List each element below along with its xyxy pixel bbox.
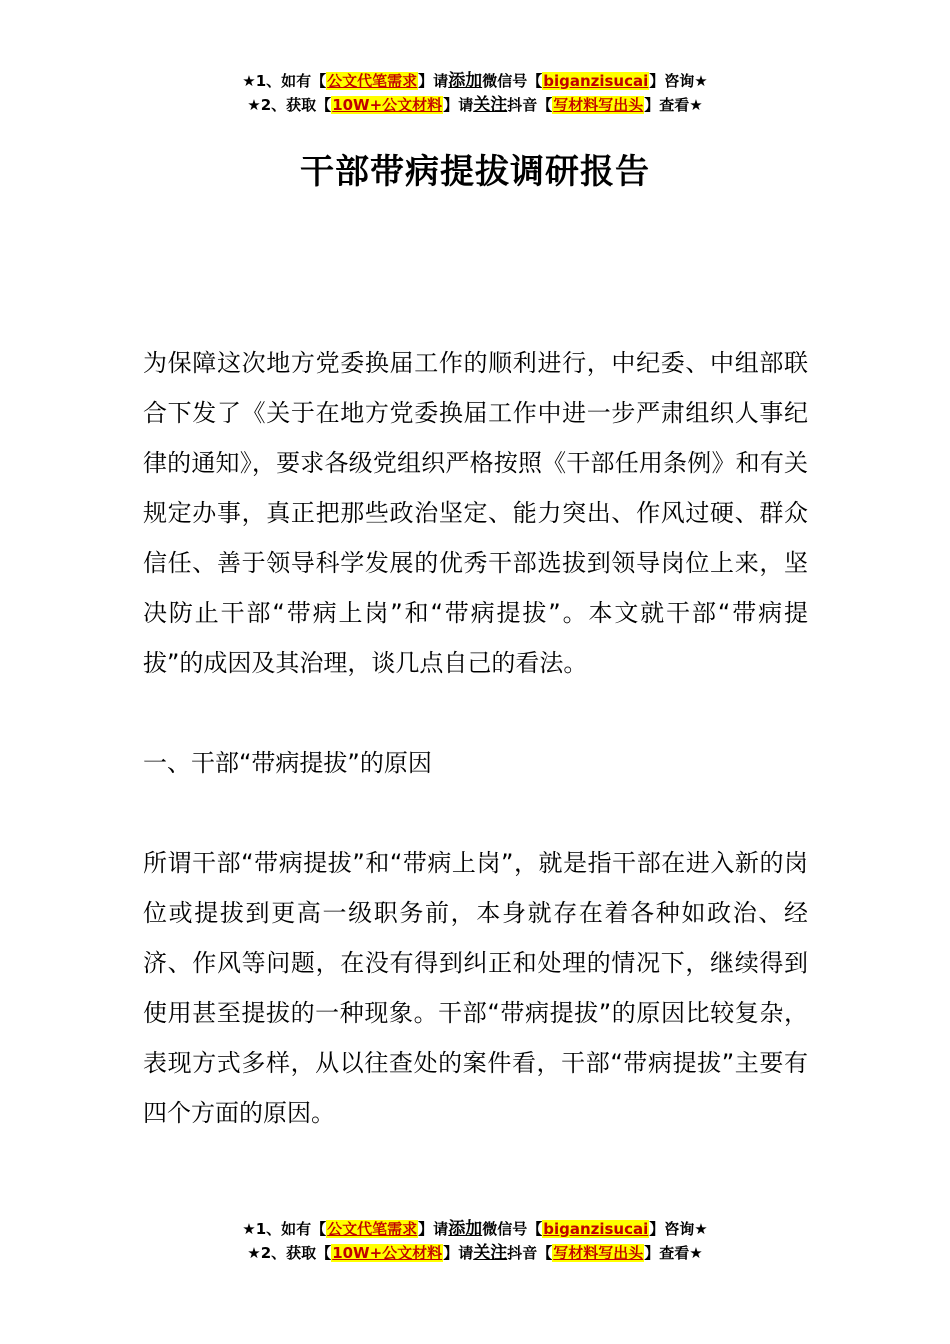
promo-emphasis-follow: 关注 — [473, 95, 508, 115]
section-heading: 一、干部“带病提拔”的原因 — [143, 749, 432, 777]
document-body — [143, 338, 808, 1138]
promo-line-2: ★2、获取【10W+公文材料】请关注抖音【写材料写出头】查看★ — [247, 95, 703, 115]
promo-emphasis-add: 添加 — [448, 71, 483, 91]
promo-line-1: ★1、如有【公文代笔需求】请添加微信号【biganzisucai】咨询★ — [242, 71, 708, 91]
header-promo-banner — [0, 69, 950, 117]
promo-highlight-wechat-id: biganzisucai — [543, 1220, 649, 1238]
promo-highlight-douyin-name: 写材料写出头 — [553, 96, 644, 114]
intro-paragraph: 为保障这次地方党委换届工作的顺利进行，中纪委、中组部联合下发了《关于在地方党委换届工作中进一步严肃组织人事纪律的通知》，要求各级党组织严格按照《干部任用条例》和有关规定办事，真正把那些政治坚定、能力突出、作风过硬、群众信任、善于领导科学发展的优秀干部选拔到领导岗位上来，坚决防止干部“带病上岗”和“带病提拔”。本文就干部“带病提拔”的成因及其治理，谈几点自己的看法。 — [143, 349, 808, 677]
promo-highlight-wechat-id: biganzisucai — [543, 72, 649, 90]
promo-emphasis-add: 添加 — [448, 1219, 483, 1239]
promo-highlight-douyin-name: 写材料写出头 — [553, 1244, 644, 1262]
promo-highlight-materials: 10W+公文材料 — [332, 96, 443, 114]
document-title: 干部带病提拔调研报告 — [300, 152, 650, 192]
promo-highlight-service: 公文代笔需求 — [327, 1220, 418, 1238]
promo-line-1: ★1、如有【公文代笔需求】请添加微信号【biganzisucai】咨询★ — [242, 1219, 708, 1239]
promo-emphasis-follow: 关注 — [473, 1243, 508, 1263]
footer-promo-banner — [0, 1217, 950, 1265]
promo-highlight-service: 公文代笔需求 — [327, 72, 418, 90]
body-paragraph: 所谓干部“带病提拔”和“带病上岗”，就是指干部在进入新的岗位或提拔到更高一级职务前，本身就存在着各种如政治、经济、作风等问题，在没有得到纠正和处理的情况下，继续得到使用甚至提拔的一种现象。干部“带病提拔”的原因比较复杂，表现方式多样，从以往查处的案件看，干部“带病提拔”主要有四个方面的原因。 — [143, 849, 808, 1127]
promo-line-2: ★2、获取【10W+公文材料】请关注抖音【写材料写出头】查看★ — [247, 1243, 703, 1263]
promo-highlight-materials: 10W+公文材料 — [332, 1244, 443, 1262]
